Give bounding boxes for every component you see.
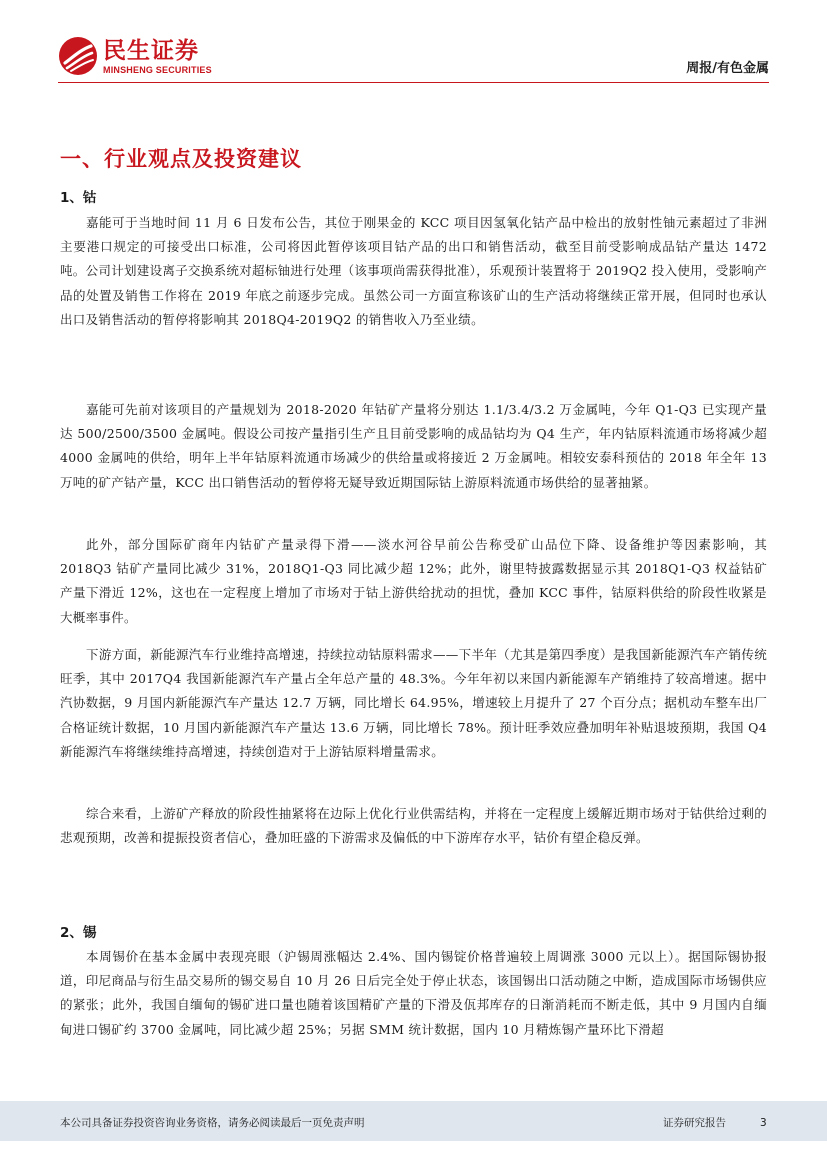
logo-english-name: MINSHENG SECURITIES	[103, 65, 212, 75]
logo-chinese-name: 民生证券	[103, 38, 199, 64]
report-type: 周报/有色金属	[686, 61, 769, 76]
cobalt-subtitle: 1、钴	[60, 190, 97, 206]
cobalt-paragraph: 此外，部分国际矿商年内钴矿产量录得下滑——淡水河谷早前公告称受矿山品位下降、设备维护等因素影响，其 2018Q3 钴矿产量同比减少 31%，2018Q1-Q3 同比减少超 12%；此外，谢里特披露数据显示其 2018Q1-Q3 权益钴矿产量下滑近 12%，这也在一定程度上增加了市场对于钴上游供给扰动的担忧，叠加 KCC 事件，钴原料供给的阶段性收紧是大概率事件。	[60, 537, 767, 625]
cobalt-paragraph: 下游方面，新能源汽车行业维持高增速，持续拉动钴原料需求——下半年（尤其是第四季度）是我国新能源汽车产销传统旺季，其中 2017Q4 我国新能源汽车产量占全年总产量的 48.3%。今年年初以来国内新能源车产销维持了较高增速。据中汽协数据，9 月国内新能源汽车产量达 12.7 万辆，同比增长 64.95%，增速较上月提升了 27 个百分点；据机动车整车出厂合格证统计数据，10 月国内新能源汽车产量达 13.6 万辆，同比增长 78%。预计旺季效应叠加明年补贴退坡预期，我国 Q4 新能源汽车将继续维持高增速，持续创造对于上游钴原料增量需求。	[60, 647, 767, 759]
tin-paragraph: 本周锡价在基本金属中表现亮眼（沪锡周涨幅达 2.4%、国内锡锭价格普遍较上周调涨 3000 元以上）。据国际锡协报道，印尼商品与衍生品交易所的锡交易自 10 月 26 日后完全处于停止状态，该国锡出口活动随之中断，造成国际市场锡供应的紧张；此外，我国自缅甸的锡矿进口量也随着该国精矿产量的下滑及佤邦库存的日渐消耗而不断走低，其中 9 月国内自缅甸进口锡矿约 3700 金属吨，同比减少超 25%；另据 SMM 统计数据，国内 10 月精炼锡产量环比下滑超	[60, 949, 767, 1037]
header-divider	[58, 82, 769, 83]
page-number: 3	[760, 1117, 767, 1129]
cobalt-paragraph: 嘉能可于当地时间 11 月 6 日发布公告，其位于刚果金的 KCC 项目因氢氧化钴产品中检出的放射性铀元素超过了非洲主要港口规定的可接受出口标准，公司将因此暂停该项目钴产品的出口和销售活动，截至目前受影响成品钴产量达 1472 吨。公司计划建设离子交换系统对超标铀进行处理（该事项尚需获得批准），乐观预计装置将于 2019Q2 投入使用，受影响产品的处置及销售工作将在 2019 年底之前逐步完成。虽然公司一方面宣称该矿山的生产活动将继续正常开展，但同时也承认出口及销售活动的暂停将影响其 2018Q4-2019Q2 的销售收入乃至业绩。	[60, 215, 767, 327]
page-header	[0, 0, 827, 90]
footer-report-label: 证券研究报告	[663, 1117, 726, 1129]
footer-disclaimer: 本公司具备证券投资咨询业务资格，请务必阅读最后一页免责声明	[60, 1117, 365, 1129]
section-title: 一、行业观点及投资建议	[60, 147, 302, 171]
minsheng-logo-icon	[58, 36, 98, 76]
tin-subtitle: 2、锡	[60, 925, 97, 941]
cobalt-paragraph: 综合来看，上游矿产释放的阶段性抽紧将在边际上优化行业供需结构，并将在一定程度上缓解近期市场对于钴供给过剩的悲观预期，改善和提振投资者信心，叠加旺盛的下游需求及偏低的中下游库存水平，钴价有望企稳反弹。	[60, 806, 767, 846]
cobalt-paragraph: 嘉能可先前对该项目的产量规划为 2018-2020 年钴矿产量将分别达 1.1/3.4/3.2 万金属吨，今年 Q1-Q3 已实现产量达 500/2500/3500 金属吨。假设公司按产量指引生产且目前受影响的成品钴均为 Q4 生产，年内钴原料流通市场将减少超 4000 金属吨的供给，明年上半年钴原料流通市场减少的供给量或将接近 2 万金属吨。相较安泰科预估的 2018 年全年 13 万吨的矿产钴产量，KCC 出口销售活动的暂停将无疑导致近期国际钴上游原料流通市场供给的显著抽紧。	[60, 402, 767, 490]
